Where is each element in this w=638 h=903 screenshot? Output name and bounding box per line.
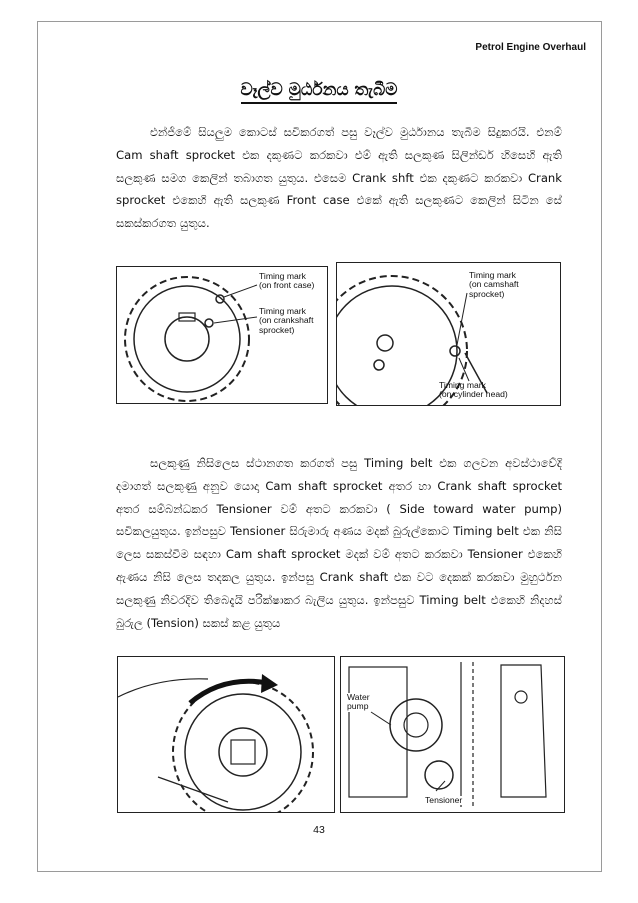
label-timing-front-case: Timing mark (on front case) — [259, 271, 315, 291]
section-title-text: වෑල්ව මුර්ඨනය තැබීම — [241, 80, 398, 104]
label-timing-cylinder-head: Timing mark (on cylinder head) — [439, 380, 508, 400]
figure-belt-rotation — [117, 656, 335, 813]
tensioner-drawing — [341, 657, 564, 812]
figure-tensioner-water-pump — [340, 656, 565, 813]
section-title — [0, 80, 638, 100]
label-timing-crankshaft: Timing mark (on crankshaft sprocket) — [259, 306, 314, 335]
label-timing-camshaft: Timing mark (on camshaft sprocket) — [469, 270, 519, 299]
figure-crankshaft-timing — [116, 266, 328, 404]
page-number: 43 — [313, 824, 325, 836]
belt-rotation-drawing — [118, 657, 334, 812]
paragraph-belt-installation: සලකුණු නිසිලෙස ස්ථානගත කරගත් පසු Timing belt එක ගලවන අවස්ථාවේදි දමාගත් සලකුණු අනුව යොදා Cam shaft sprocket අතර හා Crank shaft sprocket අතර සම්බන්ධකර Tensioner වම් අතට කරකවා ( Side toward water pump) සවිකලයුතුය. ඉන්පසුව Tensioner සිරුමාරු අණය මදක් බුරුල්කොට Timing belt එක නිසි ලෙස සකස්වීම සඳහා Cam shaft sprocket මදක් වම් අතට කරකවා Tensioner එකෙහි ඇණය නිසි ලෙස තදකල යුතුය. ඉන්පසු Crank shaft එක වට දෙකක් කරකවා මුහුර්ථන සලකුණු නිවරදිව තිබෙදැයි පරික්ෂාකර බැලිය යුතුය. ඉන්පසුව Timing belt එකෙහි නිදහස් බුරුල (Tension) සකස් කළ යුතුය — [116, 456, 562, 630]
running-header: Petrol Engine Overhaul — [475, 42, 586, 53]
label-tensioner: Tensioner — [425, 795, 463, 805]
paragraph-intro: එන්ජිමේ සියලුම කොටස් සවිකරගත් පසු වෑල්ව මුර්ඨානය තැබීම සිදුකරයි. එනම් Cam shaft sprocket එක දකුණට කරකවා එම් ඇති සලකුණ සිලින්ඩර් හිසෙහි ඇති සලකුණ සමග කෙලින් තබාගත යුතුය. එසෙම Crank shft එක දකුණට කරකවා Crank sprocket එකෙහි ඇති සලකුණ Front case එකේ ඇති සලකුණට කෙලින් සිටින සේ සකස්කරගත යුතුය. — [116, 125, 562, 231]
figure-camshaft-timing — [336, 262, 561, 406]
label-water-pump: Water pump — [347, 692, 370, 712]
